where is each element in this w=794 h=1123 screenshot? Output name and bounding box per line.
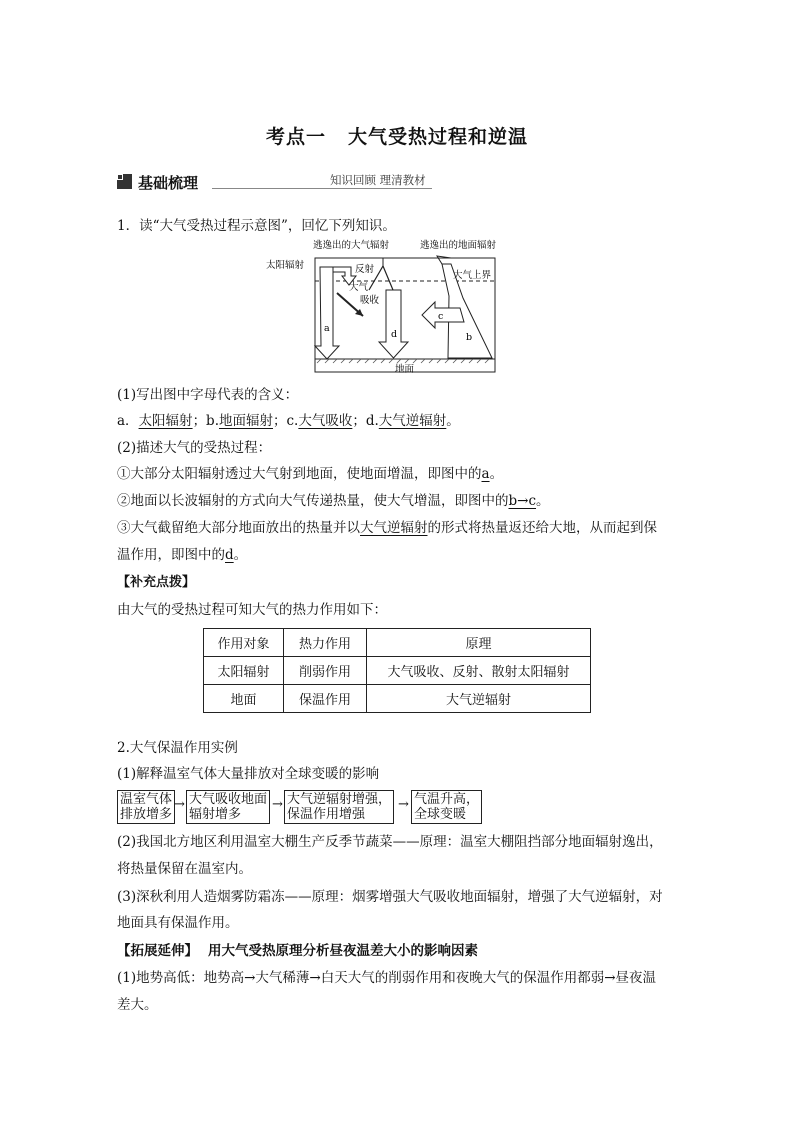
q2-sub2-line1: (2)我国北方地区利用温室大棚生产反季节蔬菜——原理：温室大棚阻挡部分地面辐射逸出， bbox=[117, 834, 663, 850]
title-part1: 考点一 bbox=[265, 126, 326, 148]
q2-sub1: (1)解释温室气体大量排放对全球变暖的影响 bbox=[117, 766, 380, 782]
answer-a: 太阳辐射 bbox=[138, 413, 193, 429]
label-escaped-atm: 逃逸出的大气辐射 bbox=[313, 240, 390, 251]
label-d: d bbox=[391, 329, 398, 340]
flow-box-4: 气温升高， 全球变暖 bbox=[411, 790, 482, 824]
q1-step3-line2: 温作用，即图中的d。 bbox=[117, 547, 248, 563]
answer-b: 地面辐射 bbox=[219, 413, 273, 429]
flow-box-1: 温室气体 排放增多 bbox=[117, 790, 175, 824]
supplement-intro: 由大气的受热过程可知大气的热力作用如下： bbox=[117, 602, 387, 618]
flow-arrow: → bbox=[174, 797, 185, 812]
q1-step3-line1: ③大气截留绝大部分地面放出的热量并以大气逆辐射的形式将热量返还给大地，从而起到保 bbox=[117, 520, 657, 536]
q1-sub2: (2)描述大气的受热过程： bbox=[117, 440, 272, 456]
q2-sub3-line2: 地面具有保温作用。 bbox=[117, 915, 239, 931]
extension-title: 用大气受热原理分析昼夜温差大小的影响因素 bbox=[208, 943, 478, 959]
q2-title: 2.大气保温作用实例 bbox=[117, 740, 238, 756]
label-ground: 地面 bbox=[395, 364, 415, 375]
label-escaped-ground: 逃逸出的地面辐射 bbox=[420, 240, 497, 251]
title-part2: 大气受热过程和逆温 bbox=[348, 126, 529, 148]
heating-process-diagram bbox=[265, 238, 505, 378]
q2-sub3-line1: (3)深秋利用人造烟雾防霜冻——原理：烟雾增强大气吸收地面辐射，增强了大气逆辐射，对 bbox=[117, 889, 663, 905]
section-rule bbox=[212, 188, 432, 189]
section-subtitle: 知识回顾 理清教材 bbox=[327, 172, 429, 188]
q1-step1: ①大部分太阳辐射透过大气射到地面，使地面增温，即图中的a。 bbox=[117, 466, 504, 482]
label-solar: 太阳辐射 bbox=[266, 260, 305, 271]
label-absorb-1: 大气 bbox=[349, 282, 369, 293]
answer-d: 大气逆辐射 bbox=[378, 413, 447, 429]
extension-line2: 差大。 bbox=[117, 997, 158, 1013]
label-absorb-2: 吸收 bbox=[360, 295, 380, 306]
table-row: 地面 保温作用 大气逆辐射 bbox=[204, 685, 591, 713]
q1-intro: 1．读“大气受热过程示意图”，回忆下列知识。 bbox=[117, 218, 396, 234]
label-atm-top: 大气上界 bbox=[453, 270, 492, 281]
table-row: 太阳辐射 削弱作用 大气吸收、反射、散射太阳辐射 bbox=[204, 657, 591, 685]
flow-arrow: → bbox=[398, 797, 409, 812]
table-header-row: 作用对象 热力作用 原理 bbox=[204, 629, 591, 657]
extension-heading bbox=[117, 941, 478, 961]
label-reflect: 反射 bbox=[355, 264, 375, 275]
q1-sub1: (1)写出图中字母代表的含义： bbox=[117, 387, 299, 403]
label-a: a bbox=[324, 323, 330, 334]
greenhouse-flowchart bbox=[117, 790, 497, 826]
section-label: 基础梳理 bbox=[138, 174, 199, 192]
supplement-label: 【补充点拨】 bbox=[117, 575, 196, 590]
page-title bbox=[0, 122, 794, 149]
flow-box-3: 大气逆辐射增强， 保温作用增强 bbox=[284, 790, 394, 824]
q1-answers: a．太阳辐射；b.地面辐射；c.大气吸收；d.大气逆辐射。 bbox=[117, 413, 460, 429]
q1-step2: ②地面以长波辐射的方式向大气传递热量，使大气增温，即图中的b→c。 bbox=[117, 493, 550, 509]
flow-arrow: → bbox=[272, 797, 283, 812]
section-square-icon bbox=[117, 174, 132, 189]
heat-effect-table bbox=[203, 628, 591, 713]
answer-c: 大气吸收 bbox=[298, 413, 353, 429]
extension-line1: (1)地势高低：地势高→大气稀薄→白天大气的削弱作用和夜晚大气的保温作用都弱→昼夜温 bbox=[117, 970, 657, 986]
extension-label: 【拓展延伸】 bbox=[117, 943, 198, 959]
flow-box-2: 大气吸收地面 辐射增多 bbox=[186, 790, 270, 824]
q2-sub2-line2: 将热量保留在温室内。 bbox=[117, 861, 252, 877]
section-header bbox=[117, 171, 437, 193]
label-c: c bbox=[438, 311, 444, 322]
label-b: b bbox=[466, 332, 473, 343]
